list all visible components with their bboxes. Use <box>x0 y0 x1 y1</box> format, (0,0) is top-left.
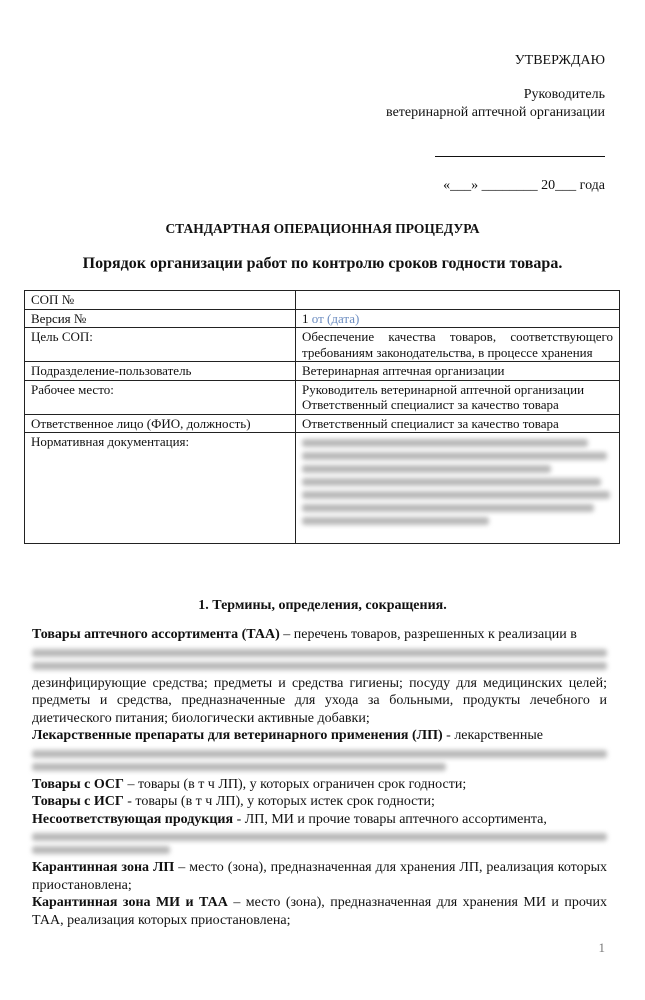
row-label: Нормативная документация: <box>25 433 296 544</box>
term-item <box>32 894 607 929</box>
row-value: Ответственный специалист за качество товара <box>296 414 620 433</box>
row-value <box>296 309 620 328</box>
row-value <box>296 291 620 310</box>
workplace-line1: Руководитель ветеринарной аптечной организации <box>302 381 585 397</box>
table-row <box>25 433 620 544</box>
term-definition: - лекарственные <box>442 728 544 743</box>
row-value <box>296 380 620 414</box>
term-item <box>32 811 607 829</box>
row-label: Рабочее место: <box>25 380 296 414</box>
term-item <box>32 626 607 644</box>
approval-title: УТВЕРЖДАЮ <box>514 53 605 68</box>
table-row <box>25 380 620 414</box>
version-number: 1 <box>302 310 309 326</box>
approval-block <box>305 52 605 195</box>
term-name: Несоответствующая продукция <box>32 811 234 827</box>
term-definition: - товары (в т ч ЛП), у которых истек срок годности; <box>123 794 435 809</box>
term-name: Товары аптечного ассортимента (ТАА) <box>32 627 280 642</box>
page-number: 1 <box>598 940 605 955</box>
document-title: Порядок организации работ по контролю сроков годности товара. <box>82 255 563 272</box>
signature-line <box>435 144 605 157</box>
table-row <box>25 328 620 362</box>
row-value-blurred <box>296 433 620 544</box>
term-name: Товары с ИСГ <box>32 794 124 809</box>
workplace-line2: Ответственный специалист за качество товара <box>302 397 559 412</box>
sop-info-table <box>24 290 620 544</box>
row-label: СОП № <box>25 291 296 310</box>
row-label: Цель СОП: <box>25 328 296 362</box>
term-definition: – товары (в т ч ЛП), у которых ограничен срок годности; <box>123 776 467 792</box>
table-row <box>25 291 620 310</box>
table-row <box>25 362 620 381</box>
section-title: 1. Термины, определения, сокращения. <box>198 598 447 613</box>
term-item <box>32 859 607 894</box>
row-label: Ответственное лицо (ФИО, должность) <box>25 414 296 433</box>
row-label: Версия № <box>25 309 296 328</box>
term-item <box>32 793 607 811</box>
term-item <box>32 776 607 794</box>
document-type: СТАНДАРТНАЯ ОПЕРАЦИОННАЯ ПРОЦЕДУРА <box>165 221 480 236</box>
table-row <box>25 414 620 433</box>
approval-date-line: «___» ________ 20___ года <box>443 178 605 193</box>
term-name: Лекарственные препараты для ветеринарного применения (ЛП) <box>32 728 443 743</box>
approver-role-line2: ветеринарной аптечной организации <box>386 105 605 120</box>
approver-role-line1: Руководитель <box>523 87 605 102</box>
version-date-hint: от (дата) <box>311 310 360 326</box>
term-definition: – место (зона), предназначенная для хранения МИ и прочих ТАА, реализация которых приостановлена; <box>32 895 607 928</box>
term-definition: – место (зона), предназначенная для хранения ЛП, реализация которых приостановлена; <box>32 860 607 893</box>
term-definition-cont: дезинфицирующие средства; предметы и средства гигиены; посуду для медицинских целей; предметы и средства, предназначенные для ухода за больными, продукты лечебного и диетического питания; биологически активные добавки; <box>32 675 607 726</box>
table-row <box>25 309 620 328</box>
term-item <box>32 727 607 745</box>
term-definition: - ЛП, МИ и прочие товары аптечного ассортимента, <box>233 811 547 827</box>
row-value: Ветеринарная аптечная организации <box>296 362 620 381</box>
row-value: Обеспечение качества товаров, соответствующего требованиям законодательства, в процессе хранения <box>296 328 620 362</box>
terms-list <box>32 626 607 929</box>
term-name: Товары с ОСГ <box>32 776 124 792</box>
term-name: Карантинная зона МИ и ТАА <box>32 895 228 910</box>
term-name: Карантинная зона ЛП <box>32 860 175 875</box>
row-label: Подразделение-пользователь <box>25 362 296 381</box>
term-definition: – перечень товаров, разрешенных к реализации в <box>279 627 577 642</box>
